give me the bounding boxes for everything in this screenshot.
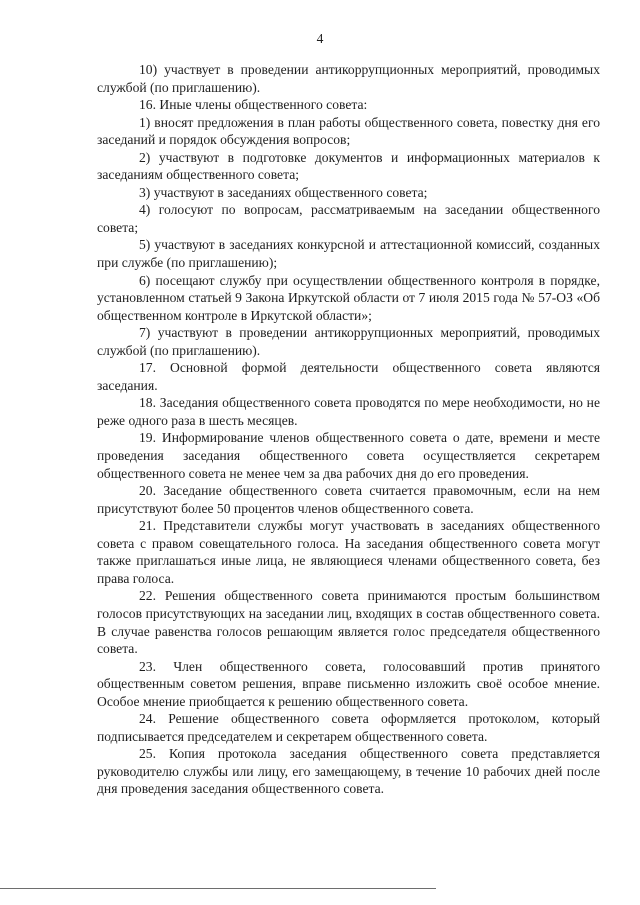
paragraph-section-20: 20. Заседание общественного совета считается правомочным, если на нем присутствуют более 50 процентов членов общественного совета. bbox=[97, 483, 600, 516]
paragraph-section-18: 18. Заседания общественного совета проводятся по мере необходимости, но не реже одного раза в шесть месяцев. bbox=[97, 395, 600, 428]
paragraph-section-19: 19. Информирование членов общественного совета о дате, времени и месте проведения заседания общественного совета осуществляется секретарем общественного совета не менее чем за два рабочих дня до его проведения. bbox=[97, 430, 600, 481]
paragraph-item-1: 1) вносят предложения в план работы общественного совета, повестку дня его заседаний и порядок обсуждения вопросов; bbox=[97, 114, 600, 148]
document-body bbox=[97, 61, 600, 798]
page-number: 4 bbox=[316, 31, 324, 46]
paragraph-section-17: 17. Основной формой деятельности общественного совета являются заседания. bbox=[97, 360, 600, 393]
paragraph-section-22: 22. Решения общественного совета принимаются простым большинством голосов присутствующих на заседании лиц, входящих в состав общественного совета. В случае равенства голосов решающим является голос председателя общественного совета. bbox=[97, 588, 600, 657]
paragraph-item-7: 7) участвуют в проведении антикоррупционных мероприятий, проводимых службой (по приглашению). bbox=[97, 325, 600, 358]
footer-rule bbox=[0, 888, 436, 889]
paragraph-item-3: 3) участвуют в заседаниях общественного совета; bbox=[139, 184, 428, 200]
paragraph-section-25: 25. Копия протокола заседания общественного совета представляется руководителю службы или лицу, его замещающему, в течение 10 рабочих дней после дня проведения заседания общественного совета. bbox=[97, 746, 600, 797]
paragraph-section-21: 21. Представители службы могут участвовать в заседаниях общественного совета с правом совещательного голоса. На заседания общественного совета могут также приглашаться иные лица, не являющиеся членами общественного совета, без права голоса. bbox=[97, 518, 600, 586]
paragraph-item-10: 10) участвует в проведении антикоррупционных мероприятий, проводимых службой (по приглашению). bbox=[97, 62, 600, 95]
paragraph-item-6: 6) посещают службу при осуществлении общественного контроля в порядке, установленном статьей 9 Закона Иркутской области от 7 июля 2015 года № 57-ОЗ «Об общественном контроле в Иркутской области»; bbox=[97, 272, 600, 323]
paragraph-section-24: 24. Решение общественного совета оформляется протоколом, который подписывается председателем и секретарем общественного совета. bbox=[97, 711, 600, 744]
paragraph-item-5: 5) участвуют в заседаниях конкурсной и аттестационной комиссий, созданных при службе (по приглашению); bbox=[97, 237, 600, 271]
paragraph-item-2: 2) участвуют в подготовке документов и информационных материалов к заседаниям общественного совета; bbox=[97, 149, 600, 183]
paragraph-item-4: 4) голосуют по вопросам, рассматриваемым на заседании общественного совета; bbox=[97, 202, 600, 235]
paragraph-section-23: 23. Член общественного совета, голосовавший против принятого общественным советом решения, вправе письменно изложить своё особое мнение. Особое мнение приобщается к решению общественного совета. bbox=[97, 658, 600, 709]
paragraph-section-16: 16. Иные члены общественного совета: bbox=[139, 97, 368, 113]
